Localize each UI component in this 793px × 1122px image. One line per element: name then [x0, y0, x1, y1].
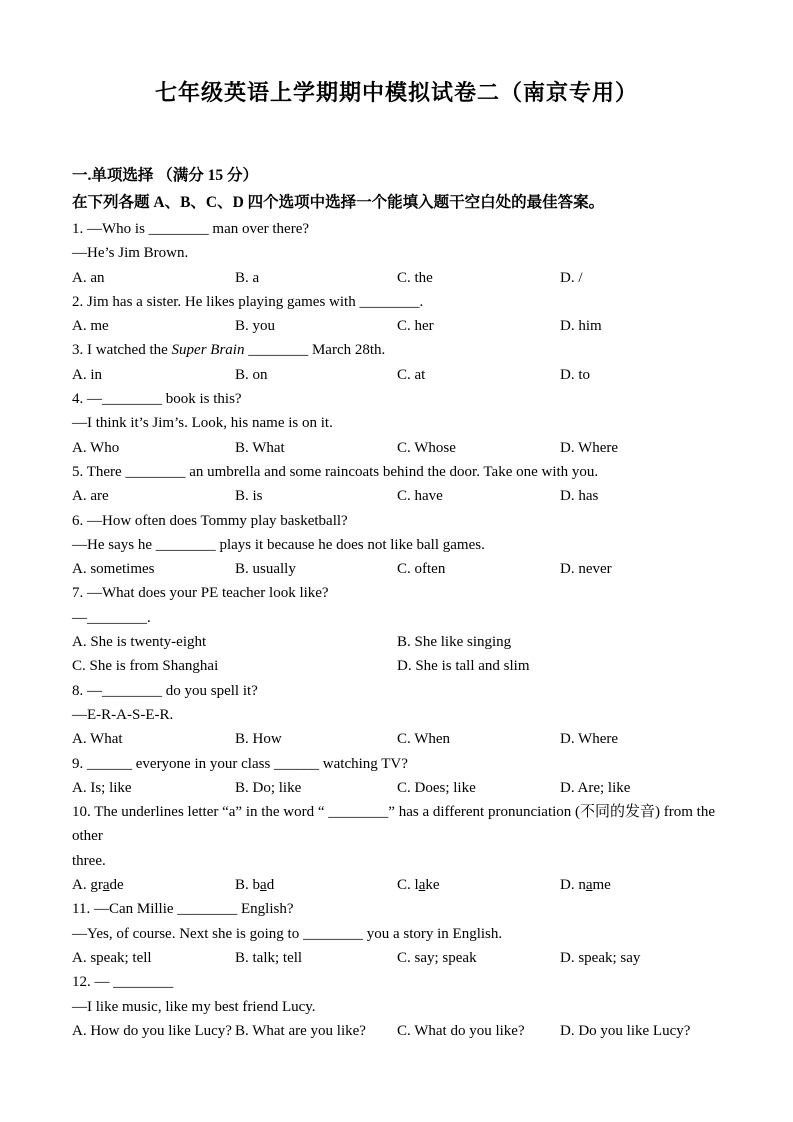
question-11-stem: 11. —Can Millie ________ English? — [72, 901, 294, 918]
option-a: A. me — [72, 318, 109, 335]
option-c: C. the — [397, 269, 433, 286]
option-b: B. usually — [235, 561, 296, 578]
stem-text-before-italic: 3. I watched the — [72, 342, 172, 359]
question-8-stem: 8. —________ do you spell it? — [72, 682, 258, 699]
question-1 — [72, 217, 721, 290]
option-d: D. / — [560, 269, 583, 286]
option-text: me — [592, 877, 611, 894]
question-12-options — [72, 1019, 721, 1043]
question-12 — [72, 970, 721, 1043]
italic-show-title: Super Brain — [171, 342, 245, 359]
question-9-stem: 9. ______ everyone in your class ______ watching TV? — [72, 755, 408, 772]
section-heading: 一.单项选择 （满分 15 分） — [72, 167, 259, 184]
option-text: A. gr — [72, 877, 103, 894]
option-text: de — [109, 877, 124, 894]
option-d: D. speak; say — [560, 949, 641, 966]
option-b: B. is — [235, 488, 263, 505]
question-10-options — [72, 873, 721, 897]
option-d: D. never — [560, 561, 612, 578]
option-text: B. b — [235, 877, 261, 894]
option-a: A. in — [72, 366, 102, 383]
page-title: 七年级英语上学期期中模拟试卷二（南京专用） — [154, 80, 638, 105]
option-b: B. talk; tell — [235, 949, 303, 966]
option-b: B. She like singing — [397, 634, 512, 651]
option-d: D. Are; like — [560, 779, 631, 796]
question-6-stem: 6. —How often does Tommy play basketball? — [72, 512, 348, 529]
option-a: A. What — [72, 731, 123, 748]
question-4-reply: —I think it’s Jim’s. Look, his name is on it. — [72, 415, 333, 432]
question-2 — [72, 290, 721, 339]
option-c: C. her — [397, 318, 434, 335]
option-b: B. How — [235, 731, 282, 748]
question-11-options — [72, 946, 721, 970]
option-a: A. Is; like — [72, 779, 132, 796]
question-9 — [72, 752, 721, 801]
question-1-reply: —He’s Jim Brown. — [72, 245, 189, 262]
option-b: B. Do; like — [235, 779, 302, 796]
option-d — [560, 873, 721, 897]
option-d: D. She is tall and slim — [397, 658, 530, 675]
question-5 — [72, 460, 721, 509]
option-c: C. at — [397, 366, 426, 383]
question-7-stem: 7. —What does your PE teacher look like? — [72, 585, 329, 602]
option-a: A. How do you like Lucy? — [72, 1022, 232, 1039]
question-8 — [72, 679, 721, 752]
question-2-options — [72, 314, 721, 338]
question-12-stem: 12. — ________ — [72, 974, 174, 991]
option-c: C. say; speak — [397, 949, 477, 966]
underlined-letter: a — [418, 877, 426, 894]
question-6 — [72, 509, 721, 582]
underlined-letter: a — [260, 877, 267, 894]
option-text: D. n — [560, 877, 586, 894]
question-12-reply: —I like music, like my best friend Lucy. — [72, 998, 316, 1015]
option-b — [235, 873, 397, 897]
stem-text-after-italic: ________ March 28th. — [244, 342, 386, 359]
question-4 — [72, 387, 721, 460]
section-instructions: 在下列各题 A、B、C、D 四个选项中选择一个能填入题干空白处的最佳答案。 — [72, 194, 605, 211]
option-b: B. you — [235, 318, 276, 335]
question-6-reply: —He says he ________ plays it because he does not like ball games. — [72, 536, 485, 553]
option-c — [397, 873, 560, 897]
question-7-options-row-2 — [72, 654, 721, 678]
option-d: D. Where — [560, 439, 619, 456]
option-c: C. Whose — [397, 439, 456, 456]
underlined-letter: a — [102, 877, 110, 894]
question-8-reply: —E-R-A-S-E-R. — [72, 706, 174, 723]
option-text: C. l — [397, 877, 419, 894]
question-10-stem: 10. The underlines letter “a” in the word “ ________” has a different pronunciation (不同的发音) from the other — [72, 804, 719, 845]
option-a: A. are — [72, 488, 109, 505]
option-d: D. to — [560, 366, 590, 383]
question-7-reply: —________. — [72, 609, 151, 626]
question-1-options — [72, 266, 721, 290]
question-4-options — [72, 436, 721, 460]
question-3 — [72, 338, 721, 387]
question-10-stem-continued: three. — [72, 852, 106, 869]
question-7 — [72, 581, 721, 678]
option-a: A. speak; tell — [72, 949, 152, 966]
question-6-options — [72, 557, 721, 581]
option-a: A. She is twenty-eight — [72, 634, 207, 651]
question-3-stem — [72, 338, 721, 362]
questions-list — [72, 217, 721, 1043]
option-b: B. on — [235, 366, 268, 383]
option-text: d — [266, 877, 275, 894]
option-d: D. Do you like Lucy? — [560, 1022, 691, 1039]
option-d: D. has — [560, 488, 599, 505]
underlined-letter: a — [585, 877, 593, 894]
option-a: A. Who — [72, 439, 120, 456]
question-4-stem: 4. —________ book is this? — [72, 391, 242, 408]
option-a: A. an — [72, 269, 105, 286]
option-b: B. What are you like? — [235, 1022, 366, 1039]
option-c: C. What do you like? — [397, 1022, 525, 1039]
question-7-options-row-1 — [72, 630, 721, 654]
option-d: D. Where — [560, 731, 619, 748]
option-c: C. She is from Shanghai — [72, 658, 219, 675]
option-c: C. often — [397, 561, 446, 578]
question-10 — [72, 800, 721, 897]
question-2-stem: 2. Jim has a sister. He likes playing games with ________. — [72, 293, 424, 310]
question-1-stem: 1. —Who is ________ man over there? — [72, 221, 310, 237]
option-a: A. sometimes — [72, 561, 155, 578]
option-d: D. him — [560, 318, 602, 335]
question-5-options — [72, 484, 721, 508]
option-b: B. What — [235, 439, 285, 456]
option-c: C. When — [397, 731, 451, 748]
option-c: C. Does; like — [397, 779, 476, 796]
option-b: B. a — [235, 269, 260, 286]
option-c: C. have — [397, 488, 443, 505]
option-a — [72, 873, 235, 897]
question-5-stem: 5. There ________ an umbrella and some raincoats behind the door. Take one with you. — [72, 463, 599, 480]
option-text: ke — [425, 877, 440, 894]
question-8-options — [72, 727, 721, 751]
question-11 — [72, 897, 721, 970]
question-11-reply: —Yes, of course. Next she is going to ________ you a story in English. — [72, 925, 503, 942]
question-9-options — [72, 776, 721, 800]
question-3-options — [72, 363, 721, 387]
